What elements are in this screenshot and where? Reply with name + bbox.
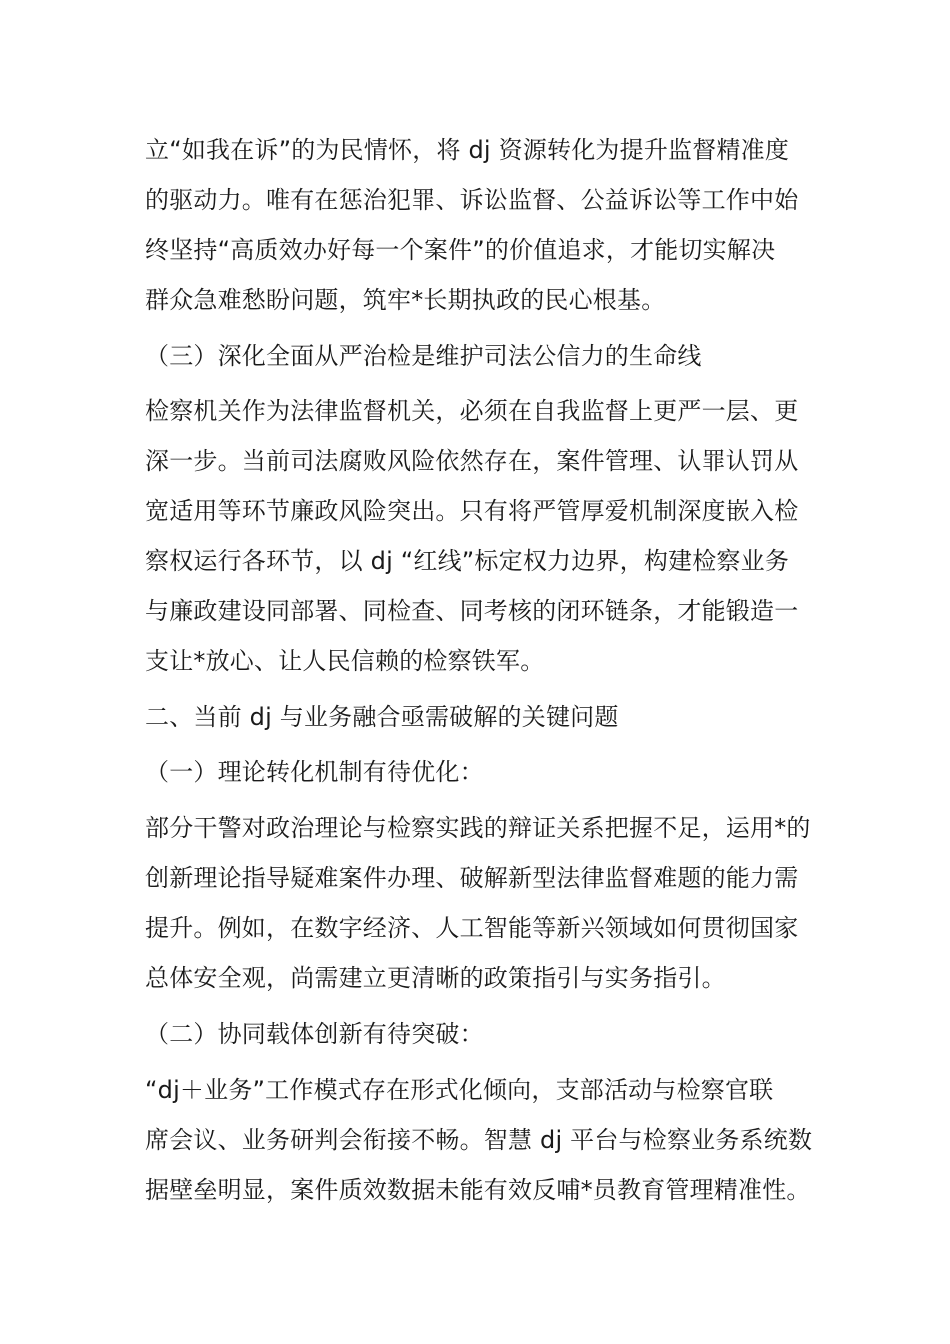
section-heading: （二）协同载体创新有待突破： bbox=[145, 1020, 484, 1048]
paragraph-line: 群众急难愁盼问题，筑牢*长期执政的民心根基。 bbox=[145, 286, 666, 314]
paragraph-line: 提升。例如，在数字经济、人工智能等新兴领域如何贯彻国家 bbox=[145, 914, 799, 942]
chapter-heading: 二、当前 dj 与业务融合亟需破解的关键问题 bbox=[145, 703, 619, 731]
paragraph-line: 创新理论指导疑难案件办理、破解新型法律监督难题的能力需 bbox=[145, 864, 799, 892]
paragraph-line: 席会议、业务研判会衔接不畅。智慧 dj 平台与检察业务系统数 bbox=[145, 1126, 813, 1154]
paragraph-line: 与廉政建设同部署、同检查、同考核的闭环链条，才能锻造一 bbox=[145, 597, 799, 625]
paragraph-line: 深一步。当前司法腐败风险依然存在，案件管理、认罪认罚从 bbox=[145, 447, 799, 475]
paragraph-line: 立“如我在诉”的为民情怀，将 dj 资源转化为提升监督精准度 bbox=[145, 136, 790, 164]
section-heading: （三）深化全面从严治检是维护司法公信力的生命线 bbox=[145, 342, 702, 370]
paragraph-line: 总体安全观，尚需建立更清晰的政策指引与实务指引。 bbox=[145, 964, 726, 992]
paragraph-line: 据壁垒明显，案件质效数据未能有效反哺*员教育管理精准性。 bbox=[145, 1176, 811, 1204]
paragraph-line: 的驱动力。唯有在惩治犯罪、诉讼监督、公益诉讼等工作中始 bbox=[145, 186, 799, 214]
paragraph-line: 检察机关作为法律监督机关，必须在自我监督上更严一层、更 bbox=[145, 397, 799, 425]
paragraph-line: 宽适用等环节廉政风险突出。只有将严管厚爱机制深度嵌入检 bbox=[145, 497, 799, 525]
section-heading: （一）理论转化机制有待优化： bbox=[145, 758, 484, 786]
paragraph-line: 终坚持“高质效办好每一个案件”的价值追求，才能切实解决 bbox=[145, 236, 776, 264]
paragraph-line: 察权运行各环节，以 dj “红线”标定权力边界，构建检察业务 bbox=[145, 547, 790, 575]
paragraph-line: 部分干警对政治理论与检察实践的辩证关系把握不足，运用*的 bbox=[145, 814, 811, 842]
paragraph-line: “dj＋业务”工作模式存在形式化倾向，支部活动与检察官联 bbox=[145, 1076, 774, 1104]
paragraph-line: 支让*放心、让人民信赖的检察铁军。 bbox=[145, 647, 545, 675]
